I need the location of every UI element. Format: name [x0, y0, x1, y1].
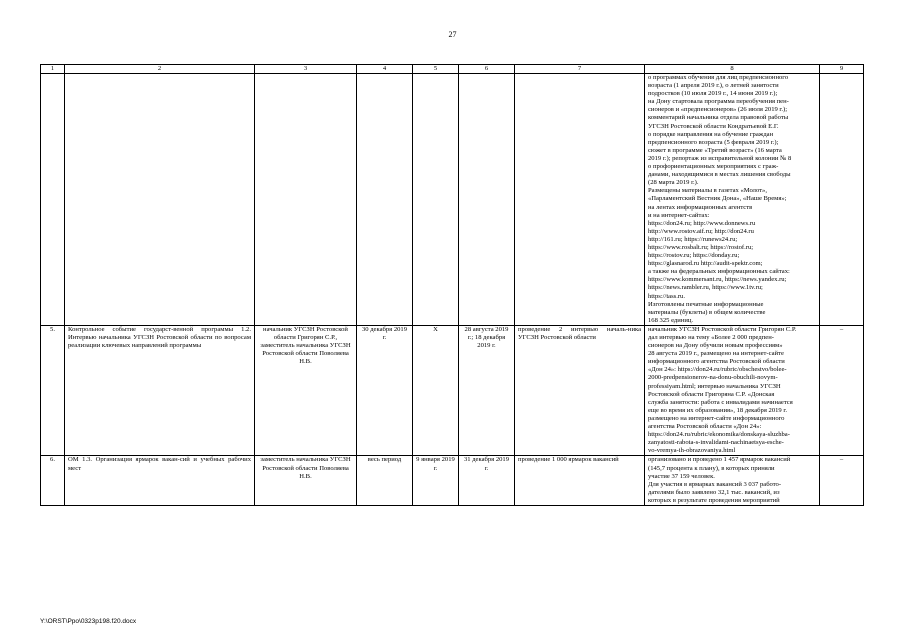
report-line: агентства Ростовской области «Дон 24»: [648, 423, 762, 431]
planned-date: 30 декабря 2019 г. [357, 325, 413, 456]
report-line: 2019 г.); репортаж из исправительной колонии № 8 [648, 154, 792, 162]
responsible-person: заместитель начальника УГСЗН Ростовской области Поволяева Н.В. [255, 456, 357, 506]
report-line: о порядке направления на обучение граждан [648, 130, 774, 138]
planned-date [357, 74, 413, 326]
report-line: которых в результате проведения мероприятий [648, 496, 780, 504]
report-line: https://www.rosbalt.ru; https://rostof.ru; [648, 243, 754, 251]
column-number: 8 [645, 65, 820, 74]
report-line: о профориентационных мероприятиях с граж- [648, 163, 779, 171]
report-line: о программах обучения для лиц предпенсионного [648, 74, 789, 81]
column-number: 4 [357, 65, 413, 74]
report-line: «Дон 24»: https://don24.ru/rubric/obschestvo/bolee- [648, 366, 787, 374]
column-number-row [41, 65, 864, 74]
planned-result: проведение 2 интервью началь-ника УГСЗН Ростовской области [515, 325, 645, 456]
report-line: Изготовлены печатные информационные [648, 300, 764, 308]
report-line: комментарий начальника отдела правовой работы [648, 114, 789, 122]
column-number: 5 [413, 65, 459, 74]
report-line: professiyam.html; интервью начальника УГСЗН [648, 382, 781, 390]
report-line: http://www.rostov.aif.ru; http://don24.ru [648, 227, 754, 235]
event-name [65, 74, 255, 326]
report-line: организовано и проведено 1 457 ярмарок вакансий [648, 456, 791, 464]
planned-date: весь период [357, 456, 413, 506]
responsible-person: начальник УГСЗН Ростовской области Григорян С.Р., заместитель начальника УГСЗН Ростовской области Поволяева Н.В. [255, 325, 357, 456]
row-number: 6. [41, 456, 65, 506]
report-line: https://tass.ru. [648, 292, 685, 300]
column-number: 1 [41, 65, 65, 74]
column-number: 2 [65, 65, 255, 74]
column-number: 9 [820, 65, 864, 74]
column-number: 7 [515, 65, 645, 74]
report-line: возраста (1 апреля 2019 г.), о летней занятости [648, 82, 779, 90]
report-line: Ростовской области Григоряна С.Р. «Донская [648, 390, 775, 398]
report-line: vo-vremya-ih-obrazovaniya.html [648, 447, 736, 455]
report-line: на лентах информационных агентств [648, 203, 753, 211]
report-line: а также на федеральных информационных сайтах: [648, 268, 790, 276]
report-line: дателями было заявлено 32,1 тыс. вакансий, из [648, 488, 780, 496]
table-row [41, 325, 864, 456]
report-line: (145,7 процента к плану), в которых приняли [648, 464, 775, 472]
report-line: информационного агентства Ростовской области [648, 358, 785, 366]
report-text [645, 325, 820, 456]
report-line: сионеров на Дону обучили новым профессиям» [648, 342, 783, 350]
report-line: https://glasnarod.ru http://audit-spektr.com; [648, 260, 763, 268]
report-line: служба занятости: работа с инвалидами начинается [648, 398, 793, 406]
actual-end-date: 31 декабря 2019 г. [459, 456, 515, 506]
report-line: материалы (буклеты) в общем количестве [648, 308, 766, 316]
report-line: УГСЗН Ростовской области Кондратьевой Е.Г. [648, 122, 779, 130]
row-number [41, 74, 65, 326]
report-line: «Парламентский Вестник Дона», «Наше Время»; [648, 195, 787, 203]
actual-start-date [413, 74, 459, 326]
report-line: zanyatosti-rabota-s-invalidami-nachinaetsya-esche- [648, 439, 784, 447]
report-line: еще во время их образования», 18 декабря 2019 г. [648, 406, 787, 414]
planned-result [515, 74, 645, 326]
report-line: https://www.kommersant.ru, https://news.yandex.ru; [648, 276, 787, 284]
report-line: https://rostov.ru; https://donday.ru; [648, 252, 740, 260]
report-line: (28 марта 2019 г.). [648, 179, 699, 187]
report-line: https://don24.ru; http://www.donnews.ru [648, 219, 756, 227]
report-line: подростков (10 июля 2019 г., 14 июня 2019 г.); [648, 90, 778, 98]
report-line: и на интернет-сайтах: [648, 211, 710, 219]
report-line: 2000-predpensionerov-na-donu-obuchili-novym- [648, 374, 778, 382]
footer-file-path: Y:\ORST\Ppo\0323p198.f20.docx [40, 618, 137, 625]
table-row [41, 456, 864, 506]
note: – [820, 456, 864, 506]
report-line: https://don24.ru/rubric/ekonomika/donskaya-sluzhba- [648, 431, 790, 439]
report-line: размещено на интернет-сайте информационного [648, 414, 785, 422]
report-line: предпенсионного возраста (5 февраля 2019 г.); [648, 138, 779, 146]
report-text [645, 456, 820, 506]
report-line: данами, находящимися в местах лишения свободы [648, 171, 791, 179]
actual-start-date: 9 января 2019 г. [413, 456, 459, 506]
report-line: начальник УГСЗН Ростовской области Григорян С.Р. [648, 325, 797, 333]
report-text [645, 74, 820, 326]
report-line: 28 августа 2019 г., размещено на интернет-сайте [648, 350, 784, 358]
report-line: сюжет в программе «Третий возраст» (16 марта [648, 146, 782, 154]
note: – [820, 325, 864, 456]
column-number: 6 [459, 65, 515, 74]
report-line: Для участия в ярмарках вакансий 3 037 работо- [648, 480, 782, 488]
report-line: Размещены материалы в газетах «Молот», [648, 187, 767, 195]
report-line: участие 37 159 человек. [648, 472, 715, 480]
report-line: на Дону стартовала программа переобучения пен- [648, 98, 789, 106]
report-line: дал интервью на тему «Более 2 000 предпен- [648, 334, 774, 341]
report-table [40, 64, 864, 506]
report-line: сионеров и «предпенсионеров» (26 июля 2019 г.); [648, 106, 788, 114]
event-name: ОМ 1.3. Организация ярмарок вакан-сий и учебных рабочих мест [65, 456, 255, 506]
report-line: http://161.ru; https://runews24.ru; [648, 235, 738, 243]
actual-start-date: Х [413, 325, 459, 456]
column-number: 3 [255, 65, 357, 74]
page-number: 27 [448, 30, 457, 39]
event-name: Контрольное событие государст-венной программы 1.2. Интервью начальника УГСЗН Ростовской области по вопросам реализации ключевых направлений программы [65, 325, 255, 456]
actual-end-date: 28 августа 2019 г.; 18 декабря 2019 г. [459, 325, 515, 456]
responsible-person [255, 74, 357, 326]
planned-result: проведение 1 000 ярмарок вакансий [515, 456, 645, 506]
report-line: https://news.rambler.ru, https://www.1tv.ru; [648, 284, 763, 292]
actual-end-date [459, 74, 515, 326]
note [820, 74, 864, 326]
row-number: 5. [41, 325, 65, 456]
table-row [41, 74, 864, 326]
report-line: 168 325 единиц. [648, 316, 694, 324]
